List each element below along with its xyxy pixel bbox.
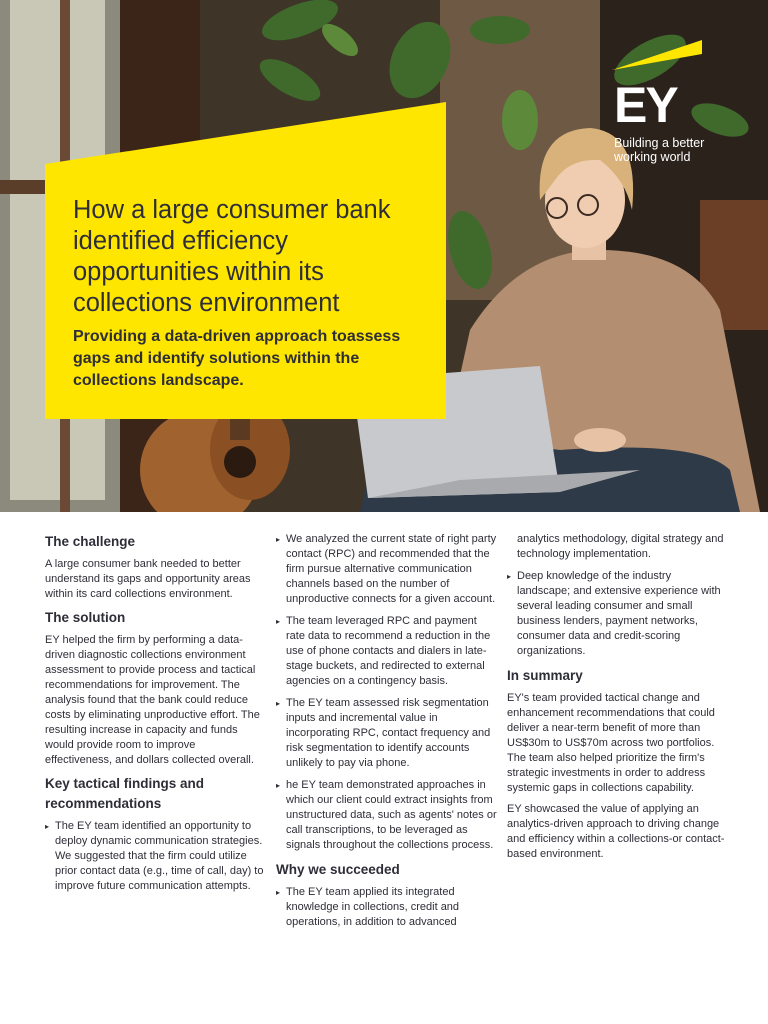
summary-text: EY's team provided tactical change and enhancement recommendations that could deliver a near-term benefit of more than US$30m to US$70m across two portfolios. The team also helped prioritize the firm's strategic investments in order to address systemic gaps in collections capability. — [507, 692, 715, 794]
page-title: How a large consumer bank identified efficiency opportunities within its collections environment — [73, 196, 391, 317]
ey-tagline: Building a better working world — [614, 136, 705, 164]
why-bullet-continued: analytics methodology, digital strategy and technology implementation. — [517, 533, 724, 560]
column-middle — [276, 532, 498, 937]
challenge-heading: The challenge — [45, 534, 136, 549]
summary-heading: In summary — [507, 668, 583, 683]
why-heading: Why we succeeded — [276, 862, 400, 877]
solution-heading: The solution — [45, 610, 126, 625]
title-panel — [45, 102, 446, 419]
findings-bullet: ▸ We analyzed the current state of right party contact (RPC) and recommended that the firm pursue alternative communication channels based on the number of unproductive connects for a given account. — [276, 532, 498, 607]
findings-heading: Key tactical findings and recommendations — [45, 776, 205, 811]
column-left — [45, 532, 265, 901]
findings-bullet: ▸ The EY team assessed risk segmentation inputs and incremental value in incorporating RPC, contact frequency and risk segmentation to identify accounts unlikely to pay via phone. — [276, 696, 498, 771]
page-subtitle: Providing a data-driven approach toassess gaps and identify solutions within the collections landscape. — [73, 328, 401, 389]
ey-beam-icon — [612, 40, 704, 76]
ey-logo — [612, 40, 732, 165]
column-right — [507, 532, 727, 868]
why-bullet: ▸ Deep knowledge of the industry landscape; and extensive experience with several leading consumer and small business lenders, payment networks, consumer data and credit-scoring organizations. — [507, 569, 727, 659]
findings-bullet: ▸ The EY team identified an opportunity to deploy dynamic communication strategies. We suggested that the firm could utilize prior contact data (e.g., time of call, day) to improve future communication attempts. — [45, 819, 265, 894]
findings-bullet: ▸ The team leveraged RPC and payment rate data to recommend a reduction in the use of phone contacts and dialers in late-stage buckets, and redirected to external agencies on a contingency basis. — [276, 614, 498, 689]
challenge-text: A large consumer bank needed to better understand its gaps and opportunity areas within its card collections environment. — [45, 558, 251, 600]
findings-bullet: ▸ he EY team demonstrated approaches in which our client could extract insights from unstructured data, such as agents' notes or call transcriptions, to be leveraged as signals throughout the collections process. — [276, 778, 498, 853]
summary-text: EY showcased the value of applying an analytics-driven approach to driving change and efficiency within a collections-or contact-based environment. — [507, 803, 725, 860]
why-bullet: ▸ The EY team applied its integrated knowledge in collections, credit and operations, in addition to advanced — [276, 885, 498, 930]
solution-text: EY helped the firm by performing a data-driven diagnostic collections environment assessment to provide process and tactical recommendations for improvement. The analysis found that the bank could reduce costs by eliminating unproductive effort. The resulting increase in capacity and funds would provide room to improve effectiveness, and dollars collected overall. — [45, 634, 260, 766]
ey-logo-text: EY — [614, 77, 677, 133]
